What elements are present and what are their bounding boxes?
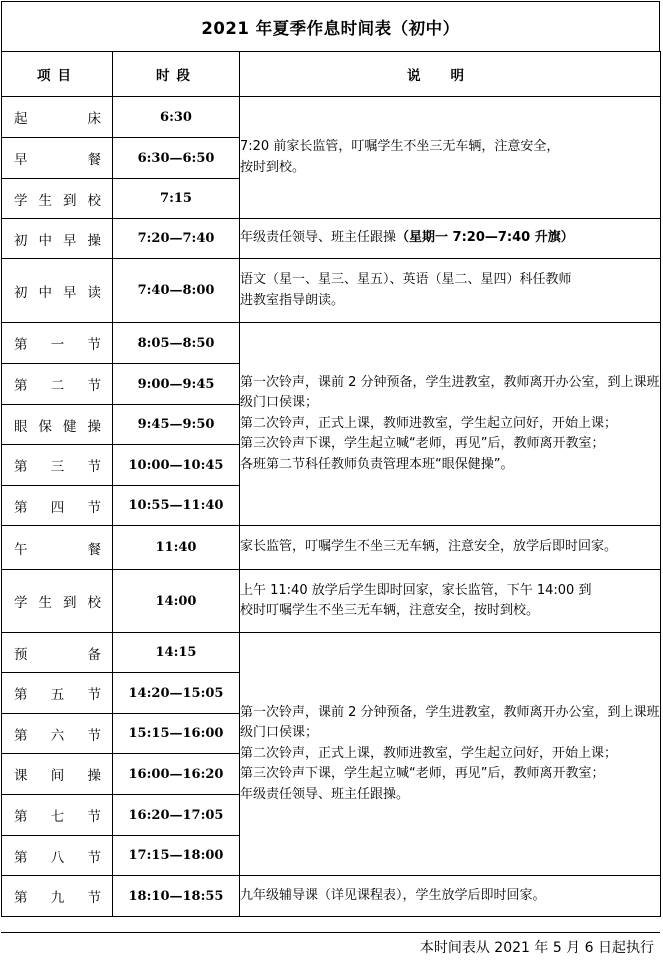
time-cell: 7:40—8:00: [113, 259, 240, 323]
item-label: 学 生 到 校: [14, 192, 101, 209]
item-cell: [2, 633, 113, 673]
note-lunch: 家长监管，叮嘱学生不坐三无车辆，注意安全，放学后即时回家。: [240, 526, 661, 570]
item-cell: [2, 876, 113, 917]
item-cell: [2, 259, 113, 323]
item-cell: [2, 795, 113, 836]
item-label: 初 中 早 读: [14, 284, 101, 301]
header-item: 项 目: [2, 52, 113, 97]
table-header-row: [2, 52, 661, 97]
time-cell: 10:00—10:45: [113, 445, 240, 486]
item-label: 第 五 节: [14, 687, 101, 703]
item-cell: [2, 570, 113, 633]
time-cell: 17:15—18:00: [113, 836, 240, 876]
note-morning: 7:20 前家长监管，叮嘱学生不坐三无车辆，注意安全， 按时到校。: [240, 97, 661, 219]
item-label: 第 六 节: [14, 727, 101, 744]
table-row: [2, 570, 661, 633]
item-label: 第 一 节: [14, 337, 101, 353]
schedule-table: [1, 51, 661, 917]
item-cell: [2, 526, 113, 570]
note-pm-classes: 第一次铃声，课前 2 分钟预备，学生进教室，教师离开办公室，到上课班级门口侯课； 第二次铃声，正式上课，教师进教室，学生起立问好，开始上课； 第三次铃声下课，学生起立喊“老师，再见”后，教师离开教室； 年级责任领导、班主任跟操。: [240, 633, 661, 876]
item-label: 早 餐: [14, 152, 101, 168]
item-label: 眼 保 健 操: [14, 418, 101, 435]
table-row: [2, 876, 661, 917]
note-exercise: 年级责任领导、班主任跟操（星期一 7:20—7:40 升旗）: [240, 219, 661, 259]
note-afternoon-arrival: 上午 11:40 放学后学生即时回家，家长监管，下午 14:00 到 校时叮嘱学生不坐三无车辆，注意安全，按时到校。: [240, 570, 661, 633]
item-label: 午 餐: [14, 541, 101, 558]
item-cell: [2, 219, 113, 259]
footer: [1, 932, 660, 960]
time-cell: 7:15: [113, 179, 240, 219]
item-label: 第 三 节: [14, 459, 101, 475]
item-label: 学 生 到 校: [14, 595, 101, 611]
item-label: 第 四 节: [14, 499, 101, 516]
item-label: 起 床: [14, 111, 101, 127]
table-row: [2, 259, 661, 323]
note-evening: 九年级辅导课（详见课程表），学生放学后即时回家。: [240, 876, 661, 917]
item-cell: [2, 405, 113, 445]
time-cell: 14:15: [113, 633, 240, 673]
table-row: [2, 633, 661, 673]
item-label: 课 间 操: [14, 768, 101, 784]
table-row: [2, 97, 661, 138]
item-label: 第 八 节: [14, 849, 101, 866]
time-cell: 11:40: [113, 526, 240, 570]
time-cell: 15:15—16:00: [113, 714, 240, 754]
item-cell: [2, 673, 113, 714]
time-cell: 10:55—11:40: [113, 486, 240, 526]
table-row: [2, 526, 661, 570]
table-row: [2, 219, 661, 259]
time-cell: 6:30: [113, 97, 240, 138]
item-cell: [2, 836, 113, 876]
time-cell: 8:05—8:50: [113, 323, 240, 364]
item-cell: [2, 97, 113, 138]
effective-date-note: 本时间表从 2021 年 5 月 6 日起执行: [419, 940, 654, 956]
time-cell: 18:10—18:55: [113, 876, 240, 917]
item-cell: [2, 179, 113, 219]
time-cell: 9:00—9:45: [113, 364, 240, 405]
item-label: 初 中 早 操: [14, 232, 101, 249]
item-cell: [2, 486, 113, 526]
item-cell: [2, 323, 113, 364]
item-cell: [2, 138, 113, 179]
item-label: 第 二 节: [14, 378, 101, 394]
header-time: 时 段: [113, 52, 240, 97]
item-label: 预 备: [14, 646, 101, 663]
item-label: 第 九 节: [14, 890, 101, 906]
time-cell: 7:20—7:40: [113, 219, 240, 259]
note-am-classes: 第一次铃声，课前 2 分钟预备，学生进教室，教师离开办公室，到上课班级门口侯课； 第二次铃声，正式上课，教师进教室，学生起立问好，开始上课； 第三次铃声下课，学生起立喊“老师，再见”后，教师离开教室； 各班第二节科任教师负责管理本班“眼保健操”。: [240, 323, 661, 526]
table-row: [2, 323, 661, 364]
page-title: 2021 年夏季作息时间表（初中）: [1, 1, 660, 51]
note-reading: 语文（星一、星三、星五）、英语（星二、星四）科任教师 进教室指导朗读。: [240, 259, 661, 323]
time-cell: 14:20—15:05: [113, 673, 240, 714]
time-cell: 14:00: [113, 570, 240, 633]
time-cell: 16:20—17:05: [113, 795, 240, 836]
item-label: 第 七 节: [14, 809, 101, 825]
item-cell: [2, 754, 113, 795]
header-note: 说 明: [240, 52, 661, 97]
time-cell: 6:30—6:50: [113, 138, 240, 179]
time-cell: 16:00—16:20: [113, 754, 240, 795]
item-cell: [2, 714, 113, 754]
time-cell: 9:45—9:50: [113, 405, 240, 445]
item-cell: [2, 445, 113, 486]
item-cell: [2, 364, 113, 405]
